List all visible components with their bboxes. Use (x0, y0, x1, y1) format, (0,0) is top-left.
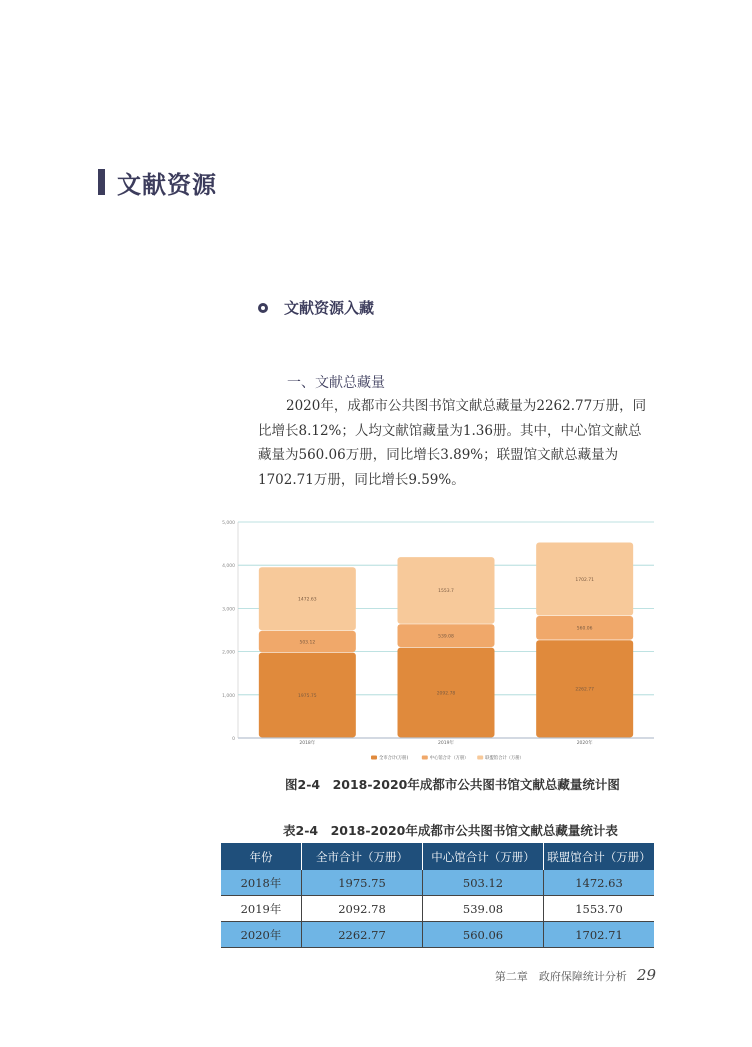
legend-label: 全市合计(万册) (379, 756, 409, 761)
table-cell: 2092.78 (302, 896, 423, 922)
chart-svg (220, 512, 660, 768)
chapter-label: 第二章 政府保障统计分析 (494, 970, 627, 983)
y-tick-label: 3,000 (222, 607, 235, 613)
table-row (221, 870, 654, 896)
y-tick-label: 4,000 (222, 564, 235, 570)
paragraph-line: 1702.71万册，同比增长9.59%。 (258, 471, 465, 488)
page-number: 29 (636, 966, 656, 984)
paragraph-line: 比增长8.12%；人均文献馆藏量为1.36册。其中，中心馆文献总 (258, 422, 642, 439)
data-label: 560.06 (576, 626, 593, 632)
table-cell: 1472.63 (544, 870, 655, 896)
legend-swatch (371, 756, 377, 760)
data-label: 539.08 (438, 634, 454, 640)
legend-label: 联盟馆合计（万册） (485, 756, 524, 761)
x-tick-label: 2019年 (438, 741, 454, 746)
y-tick-label: 1,000 (222, 693, 235, 699)
figure-caption: 图2-4 2018-2020年成都市公共图书馆文献总藏量统计图 (285, 777, 620, 792)
table-header-cell: 全市合计（万册） (302, 843, 423, 870)
table-cell: 1702.71 (544, 922, 655, 948)
section-title-text: 文献资源 (117, 170, 217, 199)
table-cell: 2019年 (221, 896, 302, 922)
table-row (221, 922, 654, 948)
table-cell: 503.12 (423, 870, 544, 896)
table-header-cell: 中心馆合计（万册） (423, 843, 544, 870)
table-cell: 2262.77 (302, 922, 423, 948)
legend-label: 中心馆合计（万册） (429, 756, 469, 761)
data-label: 1553.7 (438, 589, 454, 595)
y-tick-label: 5,000 (222, 521, 235, 526)
subsection-title-text: 文献资源入藏 (284, 299, 375, 317)
paragraph-line: 藏量为560.06万册，同比增长3.89%；联盟馆文献总藏量为 (258, 447, 619, 463)
data-label: 1702.71 (575, 577, 594, 583)
data-label: 1472.63 (298, 597, 317, 603)
section-marker-bar (98, 169, 105, 195)
legend-swatch (477, 756, 483, 760)
page-footer (495, 966, 656, 984)
x-tick-label: 2020年 (576, 741, 593, 746)
subsection-title (258, 297, 374, 318)
x-tick-label: 2018年 (299, 741, 316, 746)
heading-total-collection: 一、文献总藏量 (287, 375, 385, 391)
table-cell: 1553.70 (544, 896, 655, 922)
table-cell: 560.06 (423, 922, 544, 948)
table-cell: 2020年 (221, 922, 302, 948)
table-row (221, 896, 654, 922)
table-header-cell: 联盟馆合计（万册） (544, 843, 655, 870)
table-cell: 539.08 (423, 896, 544, 922)
table-cell: 2018年 (221, 870, 302, 896)
table-caption: 表2-4 2018-2020年成都市公共图书馆文献总藏量统计表 (283, 823, 618, 838)
data-label: 2092.78 (436, 691, 456, 697)
data-label: 1975.75 (298, 693, 317, 699)
y-tick-label: 2,000 (222, 650, 235, 656)
y-tick-label: 0 (232, 737, 235, 742)
circle-bullet-icon (258, 303, 268, 313)
paragraph-line: 2020年，成都市公共图书馆文献总藏量为2262.77万册，同 (286, 398, 647, 414)
body-paragraph (258, 394, 656, 492)
data-label: 503.12 (299, 640, 316, 646)
legend-swatch (422, 756, 428, 760)
section-title (98, 166, 217, 198)
data-label: 2262.77 (575, 687, 594, 693)
table-header-cell: 年份 (221, 843, 302, 870)
collection-table (221, 843, 654, 948)
stacked-bar-chart (220, 512, 660, 768)
table-header-row (221, 843, 654, 870)
table-cell: 1975.75 (302, 870, 423, 896)
